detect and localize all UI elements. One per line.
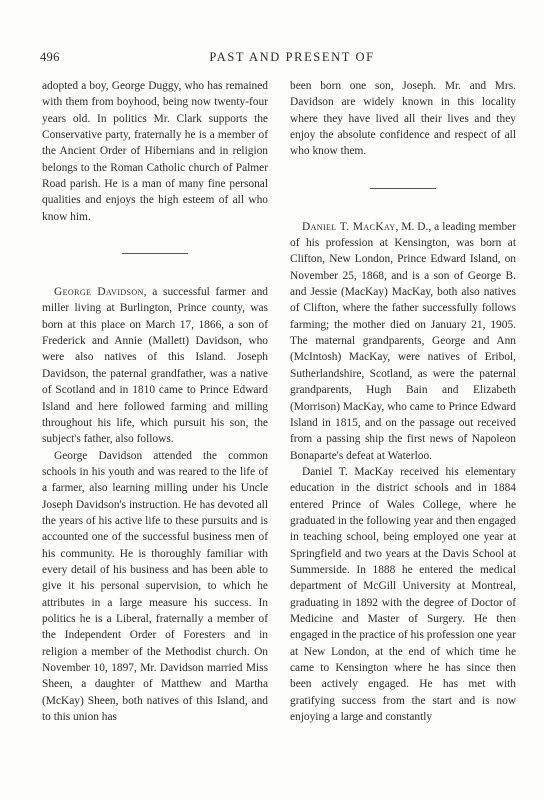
paragraph-clark-continued: adopted a boy, George Duggy, who has remained with them from boyhood, being now twenty-four years old. In politics Mr. Clark supports the Conservative party, fraternally he is a member of the Ancient Order of Hibernians and in religion belongs to the Roman Catholic church of Palmer Road parish. He is a man of many fine personal qualities and enjoys the high esteem of all who know him. [42, 80, 268, 223]
page-header [0, 50, 544, 70]
page-number: 496 [40, 50, 60, 64]
paragraph-davidson-continued: been born one son, Joseph. Mr. and Mrs. Davidson are widely known in this locality where they have lived all their lives and they enjoy the absolute confidence and respect of all who know them. [290, 80, 516, 158]
paragraph-mackay-intro [290, 219, 516, 464]
right-column [290, 78, 516, 725]
running-head: PAST AND PRESENT OF [209, 50, 375, 64]
paragraph-davidson-career: George Davidson attended the common schools in his youth and was reared to the life of a farmer, also learning milling under his Uncle Joseph Davidson's instruction. He has devoted all the years of his active life to these pursuits and is accounted one of the successful business men of his community. He is thoroughly familiar with every detail of his business and has been able to give it his personal supervision, to which he attributes in a large measure his success. In politics he is a Liberal, fraternally a member of the Independent Order of Foresters and in religion a member of the Methodist church. On November 10, 1897, Mr. Davidson married Miss Sheen, a daughter of Matthew and Martha (McKay) Sheen, both natives of this Island, and to this union has [42, 449, 268, 724]
paragraph-davidson-intro [42, 284, 268, 447]
paragraph-mackay-career: Daniel T. MacKay received his elementary education in the district schools and in 1884 entered Prince of Wales College, where he graduated in the following year and then engaged in teaching school, being employed one year at Springfield and two years at the Davis School at Summerside. In 1888 he entered the medical department of McGill University at Montreal, graduating in 1892 with the degree of Doctor of Medicine and Master of Surgery. He then engaged in the practice of his profession one year at New London, at the end of which time he came to Kensington where he has since then been actively engaged. He has met with gratifying success from the start and is now enjoying a large and constantly [290, 465, 516, 724]
paragraph-text: , M. D., a leading member of his profession at Kensington, was born at Clifton, New London, Prince Edward Island, on November 25, 1868, and is a son of George B. and Jessie (MacKay) MacKay, both also natives of Clifton, where the father successfully follows farming; the mother died on January 21, 1905. The maternal grandparents, George and Ann (McIntosh) MacKay, were natives of Eribol, Sutherlandshire, Scotland, as were the paternal grandparents, Hugh Bain and Elizabeth (Morrison) MacKay, who came to Prince Edward Island in 1815, and on the passage out received from a passing ship the first news of Napoleon Bonaparte's defeat at Waterloo. [290, 220, 516, 462]
left-column [42, 78, 268, 725]
paragraph-text: , a successful farmer and miller living at Burlington, Prince county, was born at this place on March 17, 1866, a son of Frederick and Annie (Mallett) Davidson, who were also natives of this Island. Joseph Davidson, the paternal grandfather, was a native of Scotland and in 1810 came to Prince Edward Island and here followed farming and milling throughout his life, which pursuit his son, the subject's father, also follows. [42, 286, 268, 446]
subject-name: George Davidson [54, 286, 144, 299]
subject-name: Daniel T. MacKay [302, 220, 396, 233]
